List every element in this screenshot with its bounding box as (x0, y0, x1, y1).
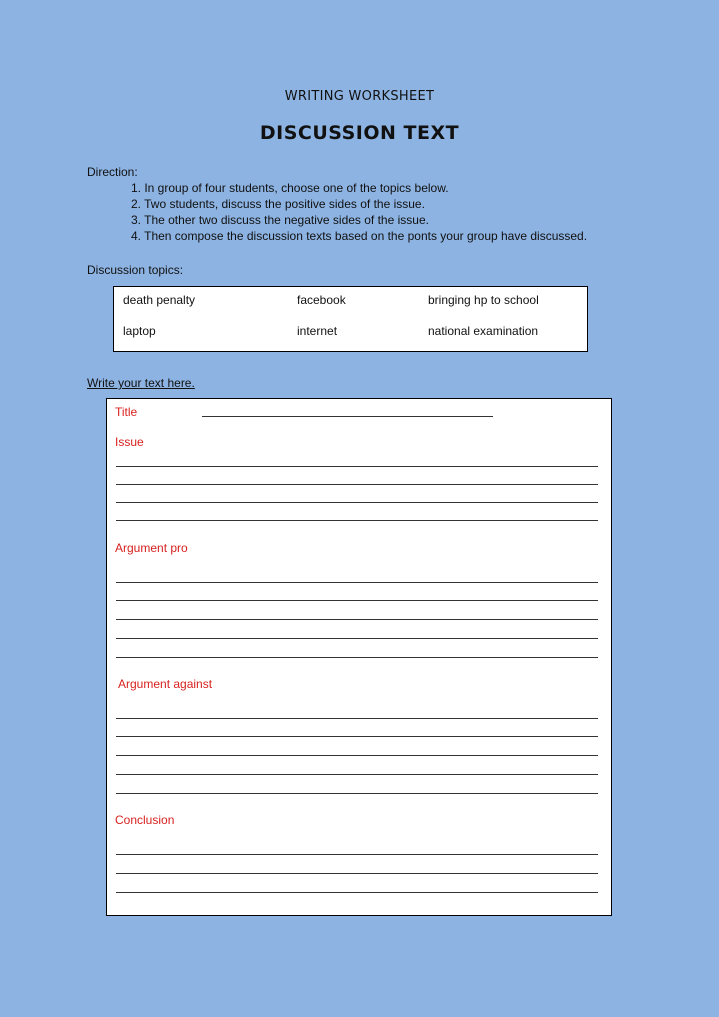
writing-line[interactable] (116, 755, 598, 756)
writing-line[interactable] (116, 582, 598, 583)
topic-cell: death penalty (123, 293, 196, 307)
writing-line[interactable] (116, 484, 598, 485)
direction-list (131, 180, 587, 244)
writing-line[interactable] (116, 793, 598, 794)
topic-cell: facebook (297, 293, 346, 307)
topic-cell: internet (297, 324, 338, 338)
topics-label: Discussion topics: (87, 263, 184, 277)
writing-line[interactable] (116, 873, 598, 874)
writing-line[interactable] (116, 854, 598, 855)
writing-area[interactable] (106, 398, 612, 916)
writing-line[interactable] (116, 466, 598, 467)
conclusion-label: Conclusion (115, 813, 175, 827)
writing-line[interactable] (116, 638, 598, 639)
writing-line[interactable] (116, 736, 598, 737)
topic-cell: bringing hp to school (428, 293, 539, 307)
writing-line[interactable] (116, 718, 598, 719)
worksheet-subtitle: WRITING WORKSHEET (284, 89, 435, 104)
argument-pro-label: Argument pro (115, 541, 188, 555)
argument-against-label: Argument against (118, 677, 213, 691)
direction-item: 4. Then compose the discussion texts based on the ponts your group have discussed. (131, 229, 588, 243)
direction-label: Direction: (87, 165, 138, 179)
direction-item: 1. In group of four students, choose one of the topics below. (131, 181, 449, 195)
writing-line[interactable] (116, 619, 598, 620)
writing-line[interactable] (116, 600, 598, 601)
writing-line[interactable] (116, 657, 598, 658)
topics-table (113, 286, 588, 352)
worksheet-title: DISCUSSION TEXT (259, 122, 460, 144)
title-writing-line[interactable] (202, 416, 493, 417)
title-field-label: Title (115, 405, 138, 419)
write-label: Write your text here. (87, 376, 195, 390)
writing-line[interactable] (116, 502, 598, 503)
writing-line[interactable] (116, 892, 598, 893)
direction-item: 2. Two students, discuss the positive sides of the issue. (131, 197, 425, 211)
writing-line[interactable] (116, 774, 598, 775)
topic-cell: national examination (428, 324, 539, 338)
topic-cell: laptop (123, 324, 156, 338)
writing-line[interactable] (116, 520, 598, 521)
issue-label: Issue (115, 435, 144, 449)
direction-item: 3. The other two discuss the negative sides of the issue. (131, 213, 429, 227)
